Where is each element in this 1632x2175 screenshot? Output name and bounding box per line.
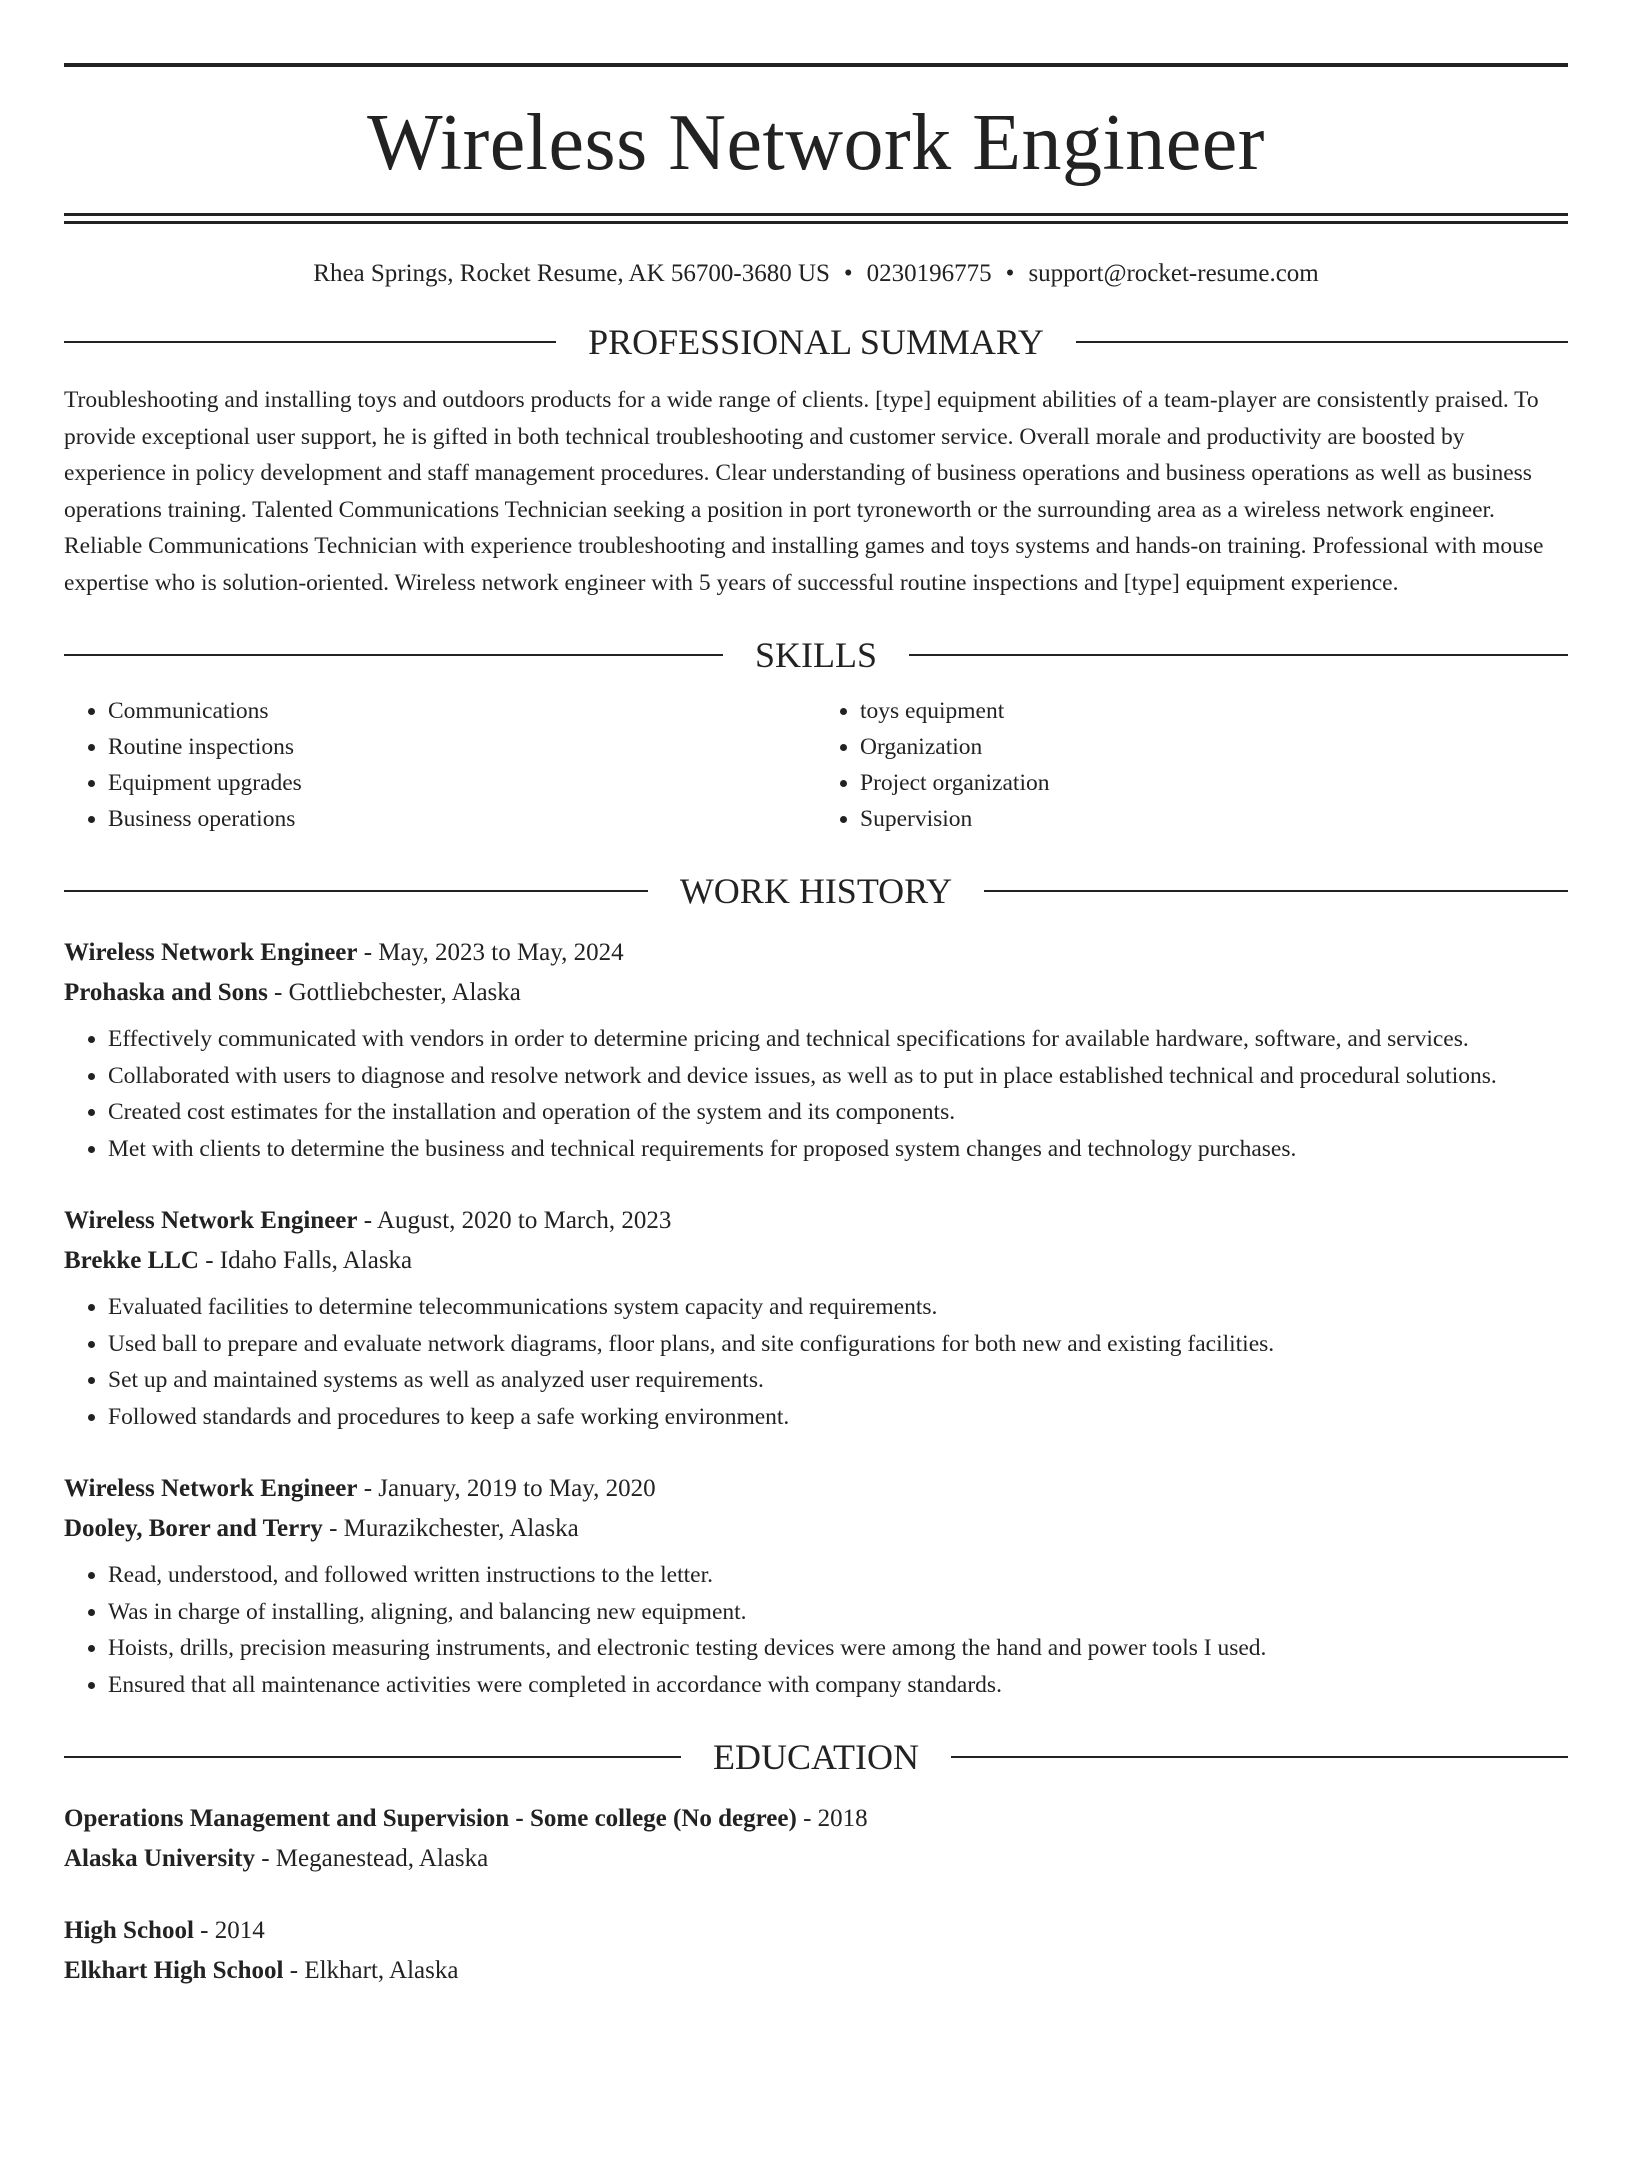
job-entry	[64, 1201, 1568, 1435]
job-company: Prohaska and Sons	[64, 979, 268, 1006]
skills-heading: SKILLS	[755, 635, 878, 675]
section-heading-work	[64, 873, 1568, 909]
job-bullet: • Ensured that all maintenance activities were completed in accordance with company standards.	[108, 1667, 1568, 1704]
job-bullets	[64, 1289, 1568, 1435]
job-company-line	[64, 973, 1568, 1013]
section-heading-summary	[64, 324, 1568, 360]
skill-item: • toys equipment	[860, 693, 1568, 729]
summary-text: Troubleshooting and installing toys and outdoors products for a wide range of clients. [type] equipment abilities of a team-player are consistently praised. To provide exceptional user support, he is gifted in both technical troubleshooting and customer service. Overall morale and productivity are boosted by experience in policy development and staff management procedures. Clear understanding of business operations and business operations as well as business operations training. Talented Communications Technician seeking a position in port tyroneworth or the surrounding area as a wireless network engineer. Reliable Communications Technician with experience troubleshooting and installing games and toys systems and hands-on training. Professional with mouse expertise who is solution-oriented. Wireless network engineer with 5 years of successful routine inspections and [type] equipment experience.	[64, 387, 1544, 596]
job-company-line	[64, 1241, 1568, 1281]
skills-list	[64, 693, 1568, 837]
heading-rule	[64, 341, 556, 343]
education-entry	[64, 1799, 1568, 1879]
heading-rule	[951, 1756, 1568, 1758]
section-heading-skills	[64, 637, 1568, 673]
top-rule	[64, 63, 1568, 67]
skill-item: • Organization	[860, 729, 1568, 765]
job-dates: - January, 2019 to May, 2020	[357, 1475, 656, 1502]
job-bullet: • Was in charge of installing, aligning, and balancing new equipment.	[108, 1594, 1568, 1631]
contact-email: support@rocket-resume.com	[1028, 260, 1319, 287]
resume-title: Wireless Network Engineer	[367, 99, 1265, 187]
job-bullet: • Effectively communicated with vendors in order to determine pricing and technical specifications for available hardware, software, and services.	[108, 1021, 1568, 1058]
job-location: - Idaho Falls, Alaska	[198, 1247, 413, 1274]
skills-column-right	[816, 693, 1568, 837]
job-bullet: • Followed standards and procedures to keep a safe working environment.	[108, 1399, 1568, 1436]
job-location: - Murazikchester, Alaska	[322, 1515, 579, 1542]
skill-item: • Project organization	[860, 765, 1568, 801]
education-school-line	[64, 1951, 1568, 1991]
job-dates: - May, 2023 to May, 2024	[357, 939, 624, 966]
job-entry	[64, 1469, 1568, 1703]
heading-rule	[64, 654, 723, 656]
education-school: Alaska University	[64, 1845, 255, 1872]
job-bullets	[64, 1021, 1568, 1167]
job-bullet: • Set up and maintained systems as well as analyzed user requirements.	[108, 1362, 1568, 1399]
section-heading-education	[64, 1739, 1568, 1775]
education-heading: EDUCATION	[713, 1737, 919, 1777]
heading-rule	[984, 890, 1568, 892]
education-school: Elkhart High School	[64, 1957, 284, 1984]
skill-item: • Supervision	[860, 801, 1568, 837]
job-bullet: • Collaborated with users to diagnose and resolve network and device issues, as well as to put in place established technical and procedural solutions.	[108, 1058, 1568, 1095]
job-bullet: • Met with clients to determine the business and technical requirements for proposed system changes and technology purchases.	[108, 1131, 1568, 1168]
job-company-line	[64, 1509, 1568, 1549]
work-heading: WORK HISTORY	[679, 871, 953, 911]
summary-heading: PROFESSIONAL SUMMARY	[588, 322, 1044, 362]
title-double-rule	[64, 213, 1568, 224]
job-bullet: • Read, understood, and followed written instructions to the letter.	[108, 1557, 1568, 1594]
education-entry	[64, 1911, 1568, 1991]
resume-page	[0, 63, 1632, 2175]
job-title-line	[64, 1201, 1568, 1241]
skill-item: • Communications	[108, 693, 816, 729]
skill-item: • Equipment upgrades	[108, 765, 816, 801]
heading-rule	[909, 654, 1568, 656]
education-degree-line	[64, 1799, 1568, 1839]
contact-address: Rhea Springs, Rocket Resume, AK 56700-3680 US	[313, 260, 830, 287]
education-school-line	[64, 1839, 1568, 1879]
heading-rule	[1076, 341, 1568, 343]
skill-item: • Routine inspections	[108, 729, 816, 765]
heading-rule	[64, 1756, 681, 1758]
contact-phone: 0230196775	[866, 260, 992, 287]
job-title-line	[64, 1469, 1568, 1509]
heading-rule	[64, 890, 648, 892]
job-bullet: • Used ball to prepare and evaluate network diagrams, floor plans, and site configurations for both new and existing facilities.	[108, 1326, 1568, 1363]
contact-line	[64, 260, 1568, 288]
job-company: Brekke LLC	[64, 1247, 199, 1274]
job-title: Wireless Network Engineer	[64, 939, 358, 966]
education-location: - Elkhart, Alaska	[283, 1957, 459, 1984]
education-year: - 2018	[796, 1805, 868, 1832]
job-bullet: • Created cost estimates for the installation and operation of the system and its components.	[108, 1094, 1568, 1131]
education-degree-line	[64, 1911, 1568, 1951]
job-title: Wireless Network Engineer	[64, 1207, 358, 1234]
education-location: - Meganestead, Alaska	[254, 1845, 489, 1872]
job-dates: - August, 2020 to March, 2023	[357, 1207, 672, 1234]
job-bullets	[64, 1557, 1568, 1703]
job-title: Wireless Network Engineer	[64, 1475, 358, 1502]
job-location: - Gottliebchester, Alaska	[267, 979, 521, 1006]
skills-column-left	[64, 693, 816, 837]
job-title-line	[64, 933, 1568, 973]
job-bullet: • Hoists, drills, precision measuring instruments, and electronic testing devices were among the hand and power tools I used.	[108, 1630, 1568, 1667]
contact-separator: •	[843, 260, 853, 287]
education-year: - 2014	[193, 1917, 265, 1944]
contact-separator: •	[1005, 260, 1015, 287]
education-degree: Operations Management and Supervision - Some college (No degree)	[64, 1805, 797, 1832]
job-entry	[64, 933, 1568, 1167]
job-bullet: • Evaluated facilities to determine telecommunications system capacity and requirements.	[108, 1289, 1568, 1326]
education-degree: High School	[64, 1917, 194, 1944]
skill-item: • Business operations	[108, 801, 816, 837]
job-company: Dooley, Borer and Terry	[64, 1515, 323, 1542]
